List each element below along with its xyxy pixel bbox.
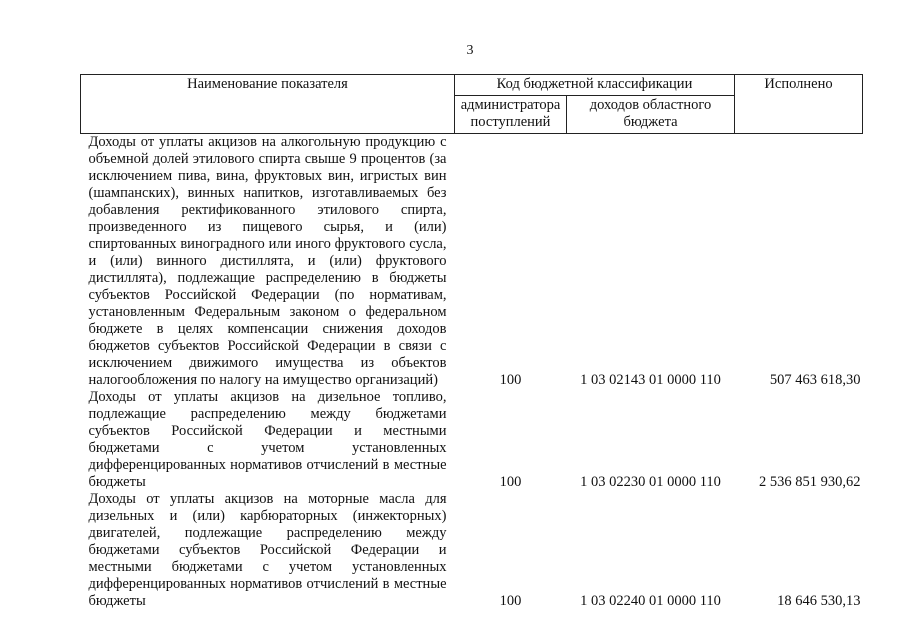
table-header (81, 75, 863, 134)
header-admin: администратора поступлений (455, 96, 567, 134)
budget-table (80, 74, 863, 610)
table-row (81, 491, 863, 610)
row-amount: 2 536 851 930,62 (759, 474, 861, 490)
row-name: Доходы от уплаты акцизов на дизельное топливо, подлежащие распределению между бюджетами субъектов Российской Федерации и местными бюджетами с учетом установленных дифференцированных нормативов отчислений в местные бюджеты (88, 389, 447, 490)
table-row (81, 134, 863, 390)
row-code: 1 03 02143 01 0000 110 (580, 372, 721, 388)
row-admin: 100 (499, 474, 522, 490)
row-name: Доходы от уплаты акцизов на моторные масла для дизельных и (или) карбюраторных (инжекторных) двигателей, подлежащие распределению между бюджетами субъектов Российской Федерации и местными бюджетами с учетом установленных дифференцированных нормативов отчислений в местные бюджеты (88, 491, 447, 609)
table-row (81, 389, 863, 491)
row-amount: 507 463 618,30 (769, 372, 861, 388)
row-admin: 100 (499, 593, 522, 609)
table-body (81, 134, 863, 611)
row-name: Доходы от уплаты акцизов на алкогольную продукцию с объемной долей этилового спирта свыше 9 процентов (за исключением пива, вина, фруктовых вин, игристых вин (шампанских), винных напитков, изготавливаемых без добавления ректификованного этилового спирта, произведенного из пищевого сырья, и (или) спиртованных виноградного или иного фруктового сусла, и (или) винного дистиллята, и (или) фруктового дистиллята), подлежащие распределению в бюджеты субъектов Российской Федерации (по нормативам, установленным Федеральным законом о федеральном бюджете в целях компенсации снижения доходов бюджетов субъектов Российской Федерации в связи с исключением движимого имущества из объектов налогообложения по налогу на имущество организаций) (88, 134, 447, 388)
header-code-group: Код бюджетной классификации (455, 75, 735, 96)
row-code: 1 03 02230 01 0000 110 (580, 474, 721, 490)
page-number: 3 (466, 43, 474, 58)
row-amount: 18 646 530,13 (777, 593, 861, 609)
row-admin: 100 (499, 372, 522, 388)
header-executed: Исполнено (735, 75, 863, 134)
header-name: Наименование показателя (81, 75, 455, 134)
row-code: 1 03 02240 01 0000 110 (580, 593, 721, 609)
header-income: доходов областного бюджета (567, 96, 735, 134)
